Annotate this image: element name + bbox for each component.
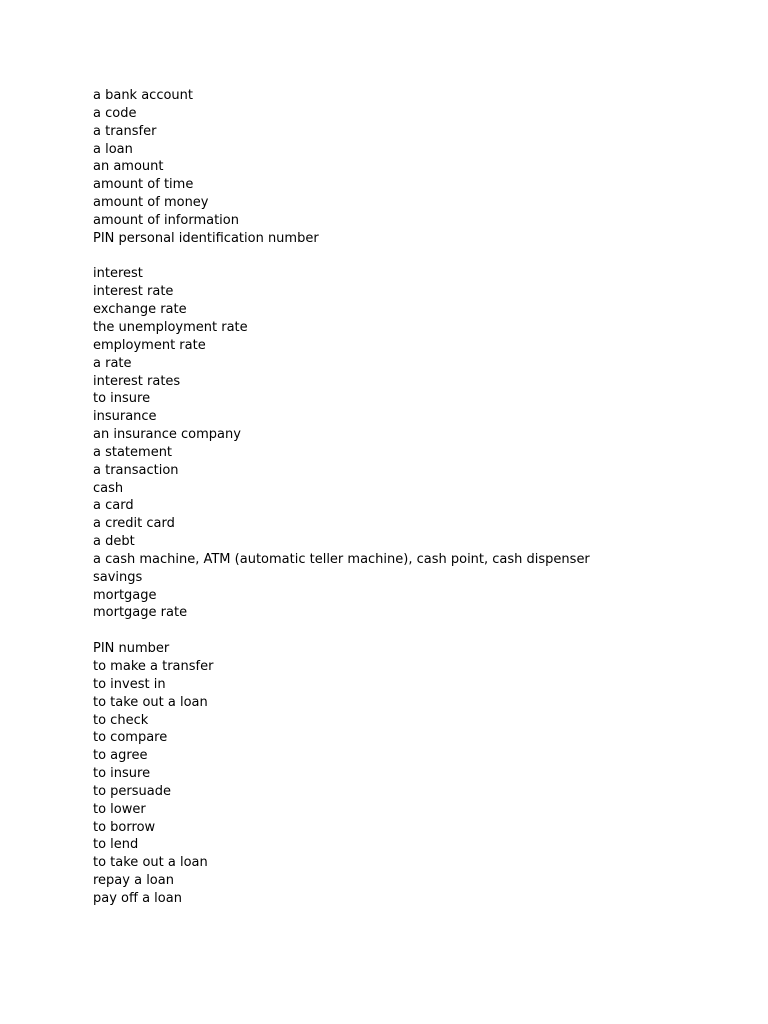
list-item: a rate [93, 355, 132, 371]
list-item: interest rate [93, 284, 174, 300]
list-item: to invest in [93, 676, 166, 692]
list-item: the unemployment rate [93, 319, 248, 335]
vocabulary-group-verbs [93, 640, 733, 908]
list-item: to borrow [93, 819, 156, 835]
list-item: to agree [93, 748, 148, 764]
list-item: interest [93, 266, 143, 282]
list-item: a credit card [93, 516, 175, 532]
list-item: amount of time [93, 177, 194, 193]
list-item: to lend [93, 837, 139, 853]
list-item: a cash machine, ATM (automatic teller machine), cash point, cash dispenser [93, 551, 590, 567]
list-item: to make a transfer [93, 659, 214, 674]
list-item: a code [93, 105, 137, 121]
list-item: a debt [93, 534, 135, 550]
list-item: insurance [93, 409, 157, 425]
list-item: pay off a loan [93, 890, 182, 906]
list-item: a transfer [93, 123, 157, 139]
list-item: to persuade [93, 783, 172, 799]
list-item: to insure [93, 391, 151, 407]
list-item: to take out a loan [93, 694, 208, 710]
vocabulary-group-nouns [93, 87, 733, 248]
list-item: employment rate [93, 337, 206, 353]
list-item: to lower [93, 801, 146, 817]
list-item: to compare [93, 730, 168, 746]
list-item: an amount [93, 159, 164, 175]
list-item: a card [93, 498, 134, 514]
list-item: PIN number [93, 641, 170, 657]
list-item: to take out a loan [93, 855, 208, 871]
list-item: amount of money [93, 195, 209, 211]
list-item: PIN personal identification number [93, 230, 319, 246]
list-item: amount of information [93, 212, 239, 228]
list-item: a loan [93, 141, 133, 157]
list-item: savings [93, 569, 143, 585]
list-item: to insure [93, 766, 151, 782]
list-item: interest rates [93, 373, 181, 389]
document-page [93, 87, 733, 908]
list-item: mortgage rate [93, 605, 188, 621]
list-item: a statement [93, 444, 173, 460]
list-item: exchange rate [93, 302, 187, 318]
list-item: a bank account [93, 88, 194, 103]
list-item: repay a loan [93, 873, 174, 889]
list-item: mortgage [93, 587, 157, 603]
list-item: to check [93, 712, 149, 728]
list-item: an insurance company [93, 427, 241, 443]
list-item: a transaction [93, 462, 179, 478]
list-item: cash [93, 480, 124, 496]
vocabulary-group-rates-and-finance [93, 265, 733, 622]
